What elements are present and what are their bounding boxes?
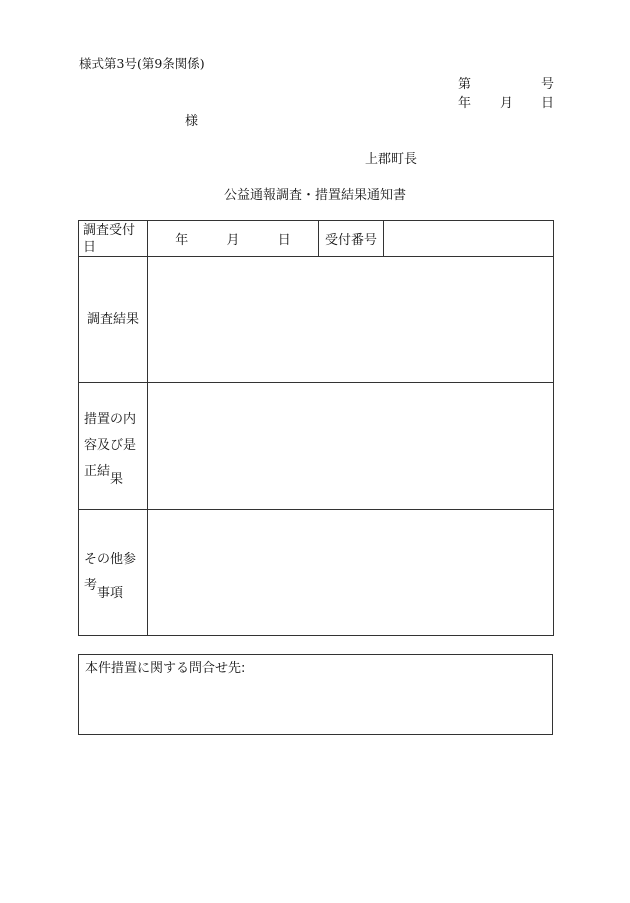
sender: 上郡町長 xyxy=(365,152,418,167)
other-notes-label-line2 xyxy=(84,573,147,599)
form-number: 様式第3号(第9条関係) xyxy=(79,56,205,71)
investigation-result-field[interactable] xyxy=(148,257,554,383)
inquiry-contact-label: 本件措置に関する問合せ先: xyxy=(85,661,246,676)
issue-date-day: 日 xyxy=(541,96,555,111)
header-row xyxy=(79,221,554,257)
measures-row xyxy=(79,383,554,510)
investigation-result-label-text: 調査結果 xyxy=(86,311,139,327)
other-notes-field[interactable] xyxy=(148,510,554,636)
measures-label-line2: 容及び是 xyxy=(84,438,137,453)
measures-label-line1: 措置の内 xyxy=(84,412,137,427)
other-notes-label-line1: その他参 xyxy=(84,551,137,567)
measures-label xyxy=(79,383,148,510)
measures-label-line3-sub: 果 xyxy=(110,472,124,487)
receipt-date-month: 月 xyxy=(226,233,240,248)
inquiry-contact-box[interactable] xyxy=(78,654,553,735)
receipt-number-label: 受付番号 xyxy=(319,221,384,257)
other-notes-row xyxy=(79,510,554,636)
issue-date-month: 月 xyxy=(500,96,514,111)
receipt-date-label-line2: 日 xyxy=(83,239,97,255)
receipt-date-label xyxy=(79,221,148,257)
addressee: 様 xyxy=(185,114,199,129)
number-prefix: 第 xyxy=(458,77,472,92)
measures-label-line3-text: 正結 xyxy=(84,464,111,479)
notice-table xyxy=(78,220,554,636)
measures-field[interactable] xyxy=(148,383,554,510)
receipt-date-year: 年 xyxy=(175,233,189,248)
number-suffix: 号 xyxy=(541,77,555,92)
receipt-date-day: 日 xyxy=(277,233,291,248)
investigation-result-row xyxy=(79,257,554,383)
document-title: 公益通報調査・措置結果通知書 xyxy=(223,188,406,203)
investigation-result-label xyxy=(79,257,148,383)
other-notes-label-line2-text: 考 xyxy=(84,577,98,593)
other-notes-label-line2-sub: 事項 xyxy=(97,585,124,601)
other-notes-label xyxy=(79,510,148,636)
measures-label-line3 xyxy=(84,459,147,485)
receipt-number-field[interactable] xyxy=(384,221,554,257)
receipt-date-field[interactable] xyxy=(148,221,319,257)
receipt-date-label-line1: 調査受付 xyxy=(83,222,136,238)
issue-date-year: 年 xyxy=(458,96,472,111)
